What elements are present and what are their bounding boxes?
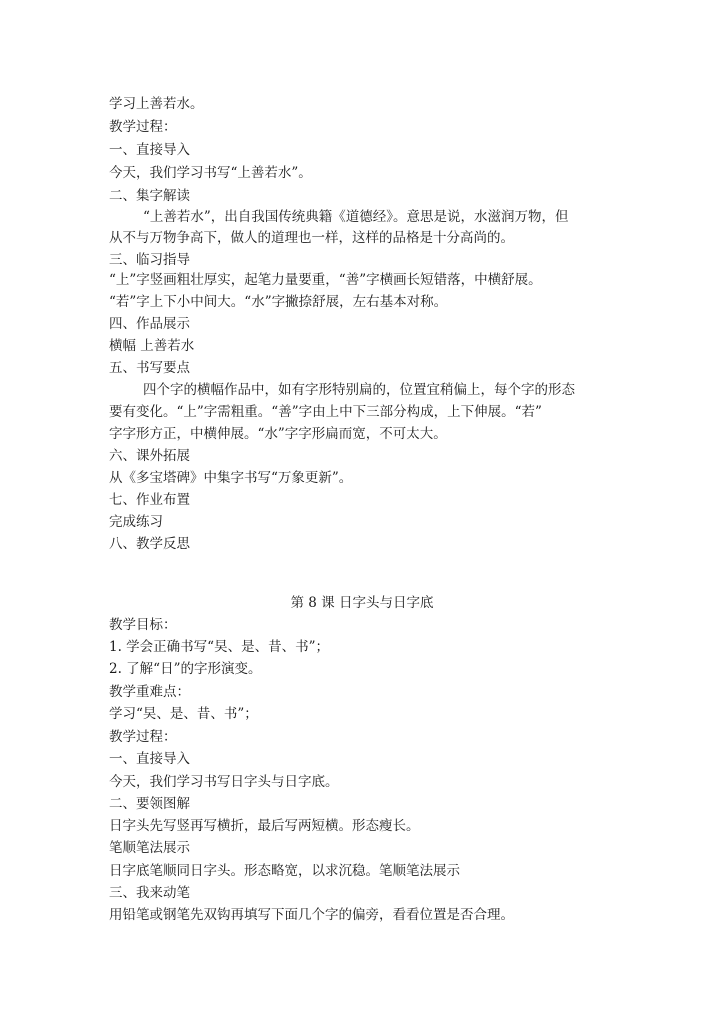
text-line: 学习“旲、是、昔、书”； [109,706,258,722]
text-line: 教学过程： [109,729,177,745]
section-heading: 一、直接导入 [109,751,190,767]
paragraph-line: 从不与万物争高下，做人的道理也一样，这样的品格是十分高尚的。 [109,230,514,246]
section-heading: 四、作品展示 [109,316,190,332]
text-line: 今天，我们学习书写日字头与日字底。 [109,774,339,790]
text-line: 从《多宝塔碑》中集字书写“万象更新”。 [109,470,353,486]
text-line: 日字头先写竖再写横折，最后写两短横。形态瘦长。 [109,818,420,834]
paragraph-line: “若”字上下小中间大。“水”字撇捺舒展，左右基本对称。 [109,294,448,310]
section-heading: 六、课外拓展 [109,448,190,464]
list-item: 2. 了解“日”的字形演变。 [109,661,262,677]
paragraph-line: “上善若水”，出自我国传统典籍《道德经》。意思是说，水滋润万物，但 [143,209,569,225]
list-item: 1. 学会正确书写“旲、是、昔、书”； [109,639,329,655]
paragraph-line: 字字形方正，中横伸展。“水”字字形扁而宽，不可太大。 [109,426,447,442]
paragraph-line: 四个字的横幅作品中，如有字形特别扁的，位置宜稍偏上，每个字的形态 [143,382,575,398]
section-heading: 七、作业布置 [109,492,190,508]
text-line: 日字底笔顺同日字头。形态略宽，以求沉稳。笔顺笔法展示 [109,863,460,879]
section-heading: 五、书写要点 [109,360,190,376]
text-line: 用铅笔或钢笔先双钩再填写下面几个字的偏旁，看看位置是否合理。 [109,907,514,923]
section-heading: 一、直接导入 [109,142,190,158]
text-line: 教学目标： [109,617,177,633]
text-line: 笔顺笔法展示 [109,840,190,856]
text-line: 教学重难点： [109,684,190,700]
section-heading: 三、临习指导 [109,252,190,268]
text-line: 教学过程： [109,119,177,135]
text-line: 学习上善若水。 [109,96,204,112]
section-heading: 八、教学反思 [109,536,190,552]
lesson-title: 第 8 课 日字头与日字底 [290,595,434,611]
section-heading: 三、我来动笔 [109,885,190,901]
text-line: 完成练习 [109,514,163,530]
text-line: 今天，我们学习书写“上善若水”。 [109,165,312,181]
paragraph-line: “上”字竖画粗壮厚实，起笔力量要重，“善”字横画长短错落，中横舒展。 [109,272,542,288]
section-heading: 二、要领图解 [109,796,190,812]
paragraph-line: 要有变化。“上”字需粗重。“善”字由上中下三部分构成，上下伸展。“若” [109,404,542,420]
text-line: 横幅 上善若水 [109,338,195,354]
section-heading: 二、集字解读 [109,188,190,204]
